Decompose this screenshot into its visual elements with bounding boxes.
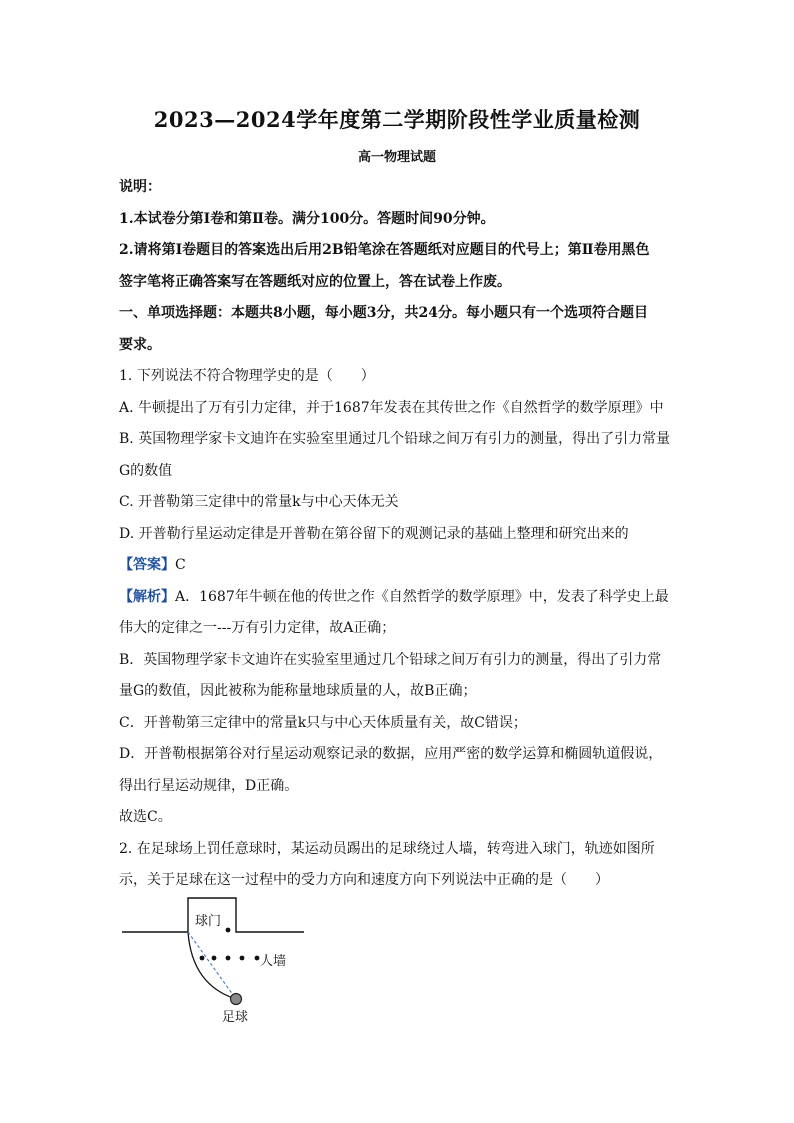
football-icon [231, 994, 242, 1005]
exam-body [119, 172, 679, 897]
free-kick-diagram [118, 893, 318, 1033]
dashed-line [188, 932, 236, 999]
instruction-item-2-line-1: 2.请将第Ⅰ卷题目的答案选出后用2B铅笔涂在答题纸对应题目的代号上；第Ⅱ卷用黑色 [119, 242, 650, 258]
q1-stem: 1. 下列说法不符合物理学史的是（ ） [119, 368, 375, 384]
page-subtitle: 高一物理试题 [357, 150, 436, 165]
q2-stem-line-1: 2. 在足球场上罚任意球时，某运动员踢出的足球绕过人墙，转弯进入球门，轨迹如图所 [119, 840, 655, 857]
answer-tag: 【答案】 [119, 557, 175, 573]
q1-analysis-line-7: 得出行星运动规律，D正确。 [119, 777, 299, 794]
q1-analysis-line-5: C．开普勒第三定律中的常量k只与中心天体质量有关，故C错误； [119, 714, 527, 731]
wall-dot [240, 956, 245, 961]
wall-dot [212, 956, 217, 961]
analysis-tag: 【解析】 [119, 588, 175, 605]
q1-analysis-line-6: D．开普勒根据第谷对行星运动观察记录的数据，应用严密的数学运算和椭圆轨道假说， [119, 746, 663, 762]
goal-dot [226, 928, 231, 933]
analysis-text: A．1687年牛顿在他的传世之作《自然哲学的数学原理》中，发表了科学史上最 [175, 588, 669, 605]
answer-value: C [175, 557, 186, 573]
q1-answer [119, 550, 679, 582]
q1-option-d: D. 开普勒行星运动定律是开普勒在第谷留下的观测记录的基础上整理和研究出来的 [119, 525, 629, 542]
q1-option-b-line-2: G的数值 [119, 462, 173, 479]
wall-dot [200, 956, 205, 961]
wall-label: 人墙 [260, 954, 287, 969]
page-title: 2023—2024学年度第二学期阶段性学业质量检测 [153, 107, 641, 132]
q1-analysis-line-4: 量G的数值，因此被称为能称量地球质量的人，故B正确； [119, 683, 477, 699]
q1-conclusion: 故选C。 [119, 809, 172, 825]
q1-analysis-line-2: 伟大的定律之一---万有引力定律，故A正确； [119, 620, 396, 636]
goal-label: 球门 [195, 914, 222, 929]
q1-analysis-line-1 [119, 582, 679, 614]
q2-stem-line-2: 示，关于足球在这一过程中的受力方向和速度方向下列说法中正确的是（ ） [119, 872, 609, 888]
instruction-item-2-line-2: 签字笔将正确答案写在答题纸对应的位置上，答在试卷上作废。 [119, 273, 511, 290]
instruction-item-1: 1.本试卷分第Ⅰ卷和第Ⅱ卷。满分100分。答题时间90分钟。 [119, 210, 495, 227]
wall-dot [255, 956, 260, 961]
ball-label: 足球 [222, 1010, 249, 1025]
q1-option-c: C. 开普勒第三定律中的常量k与中心天体无关 [119, 494, 399, 510]
q1-option-a: A. 牛顿提出了万有引力定律，并于1687年发表在其传世之作《自然哲学的数学原理》中 [119, 399, 664, 416]
instructions-heading: 说明： [119, 179, 161, 195]
q1-option-b-line-1: B. 英国物理学家卡文迪许在实验室里通过几个铅球之间万有引力的测量，得出了引力常量 [119, 431, 671, 447]
section-heading-line-1: 一、单项选择题：本题共8小题，每小题3分，共24分。每小题只有一个选项符合题目 [119, 305, 648, 321]
q1-analysis-line-3: B．英国物理学家卡文迪许在实验室里通过几个铅球之间万有引力的测量，得出了引力常 [119, 651, 662, 668]
section-heading-line-2: 要求。 [119, 336, 161, 353]
wall-dot [226, 956, 231, 961]
